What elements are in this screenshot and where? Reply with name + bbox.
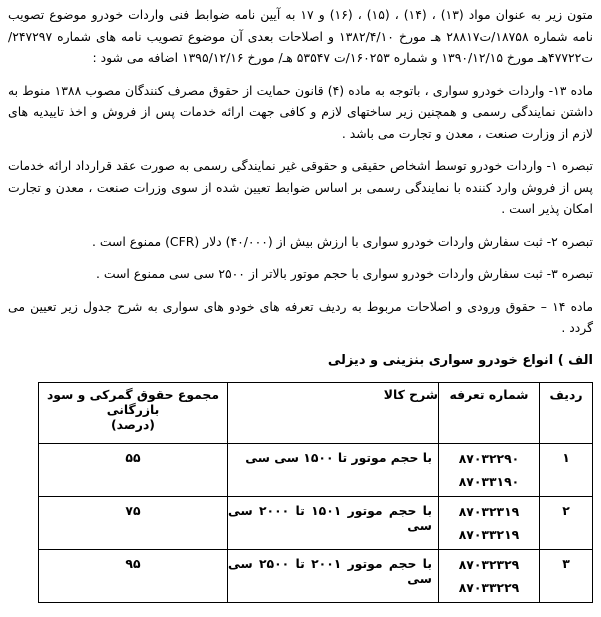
table-row — [39, 443, 593, 496]
article-14: ماده ۱۴ – حقوق ورودی و اصلاحات مربوط به ردیف تعرفه های خودو های سواری به شرح جدول زیر تعیین می گردد . — [8, 298, 593, 335]
tariff-code: ۸۷۰۳۲۳۲۹ — [458, 556, 520, 572]
table-row — [39, 549, 593, 602]
note-3: تبصره ۳- ثبت سفارش واردات خودرو سواری با حجم موتور بالاتر از ۲۵۰۰ سی سی ممنوع است . — [95, 266, 593, 281]
note-1: تبصره ۱- واردات خودرو توسط اشخاص حقیقی و حقوقی غیر نمایندگی رسمی به صورت عقد قرارداد ارائه خدمات پس از فروش وارد کننده با نمایندگی رسمی بر اساس ضوابط تعیین شده از سوی وزرات صنعت ، معدن و تجارت امکان پذیر است . — [8, 158, 594, 216]
header-duty-unit: (درصد) — [111, 416, 155, 432]
description-cell: با حجم موتور تا ۱۵۰۰ سی سی — [228, 443, 439, 496]
tariff-table — [38, 382, 593, 603]
tariff-code: ۸۷۰۳۳۱۹۰ — [458, 473, 520, 489]
article-13: ماده ۱۳- واردات خودرو سواری ، باتوجه به ماده (۴) قانون حمایت از حقوق مصرف کنندگان مصوب ۱۳۸۸ منوط به داشتن نمایندگی رسمی و همچنین زیر ساختهای لازم و کافی جهت ارائه خدمات پس از فروش و اخذ تاییدیه های لازم از وزارت صنعت ، معدن و تجارت می باشد . — [8, 82, 593, 141]
table-header-row — [39, 382, 593, 443]
row-number: ۲ — [540, 496, 593, 549]
tariff-cell — [439, 443, 540, 496]
duty-cell: ۹۵ — [39, 549, 228, 602]
row-number: ۱ — [540, 443, 593, 496]
tariff-code: ۸۷۰۳۳۲۲۹ — [458, 579, 520, 595]
tariff-cell — [439, 496, 540, 549]
intro-paragraph: متون زیر به عنوان مواد (۱۳) ، (۱۴) ، (۱۵) ، (۱۶) و ۱۷ به آیین نامه ضوابط فنی واردات خودرو موضوع تصویب نامه شماره ۱۸۷۵۸/ت۲۸۸۱۷ هـ مورخ ۱۳۸۲/۴/۱۰ و اصلاحات بعدی آن موضوع تصویب نامه های شماره ۲۴۷۲۹۷/ت۴۷۷۲۲هـ مورخ ۱۳۹۰/۱۲/۱۵ و شماره ۱۶۰۲۵۳/ت ۵۳۵۴۷ هـ/ مورخ ۱۳۹۵/۱۲/۱۶ اضافه می شود : — [8, 7, 594, 65]
tariff-code: ۸۷۰۳۳۲۱۹ — [458, 526, 520, 542]
duty-cell: ۵۵ — [39, 443, 228, 496]
header-row-number: ردیف — [540, 382, 593, 443]
section-heading: الف ) انواع خودرو سواری بنزینی و دیزلی — [327, 352, 593, 368]
note-2: تبصره ۲- ثبت سفارش واردات خودرو سواری با ارزش بیش از (۴۰/۰۰۰) دلار (CFR) ممنوع است . — [92, 233, 593, 249]
header-duty — [39, 382, 228, 443]
header-duty-label: مجموع حقوق گمرکی و سود بازرگانی — [46, 386, 220, 417]
header-description: شرح کالا — [228, 382, 439, 443]
duty-cell: ۷۵ — [39, 496, 228, 549]
tariff-code: ۸۷۰۳۲۳۱۹ — [458, 503, 520, 519]
table-row — [39, 496, 593, 549]
description-cell: با حجم موتور ۲۰۰۱ تا ۲۵۰۰ سی سی — [228, 549, 439, 602]
tariff-code: ۸۷۰۳۲۲۹۰ — [458, 450, 520, 466]
description-cell: با حجم موتور ۱۵۰۱ تا ۲۰۰۰ سی سی — [228, 496, 439, 549]
tariff-cell — [439, 549, 540, 602]
row-number: ۳ — [540, 549, 593, 602]
header-tariff-number: شماره تعرفه — [439, 382, 540, 443]
